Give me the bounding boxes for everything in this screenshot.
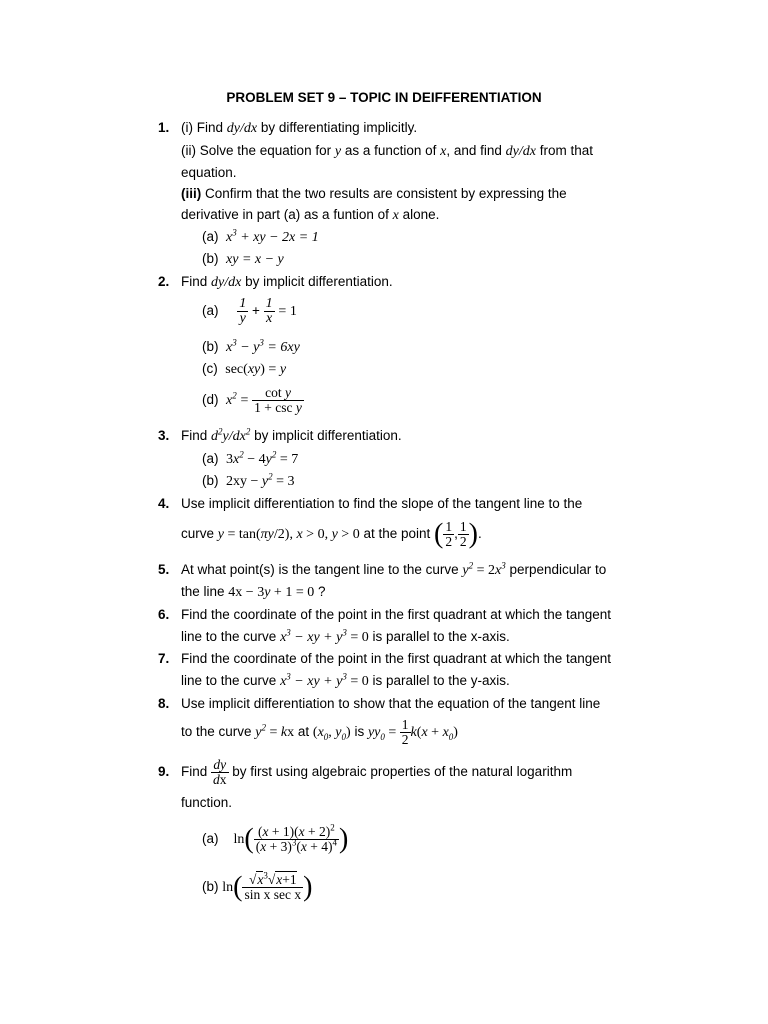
problem-5-number: 5. bbox=[158, 562, 170, 577]
problem-6-line2: line to the curve $x^3$ − xy + $y^3 = 0$ is parallel to the x-axis. bbox=[181, 627, 510, 645]
problem-4-number: 4. bbox=[158, 496, 170, 511]
problem-1-part-i: (i) Find dy/dx by differentiating implicitly. bbox=[181, 120, 418, 136]
problem-9-number: 9. bbox=[158, 764, 170, 779]
problem-6-line1: Find the coordinate of the point in the first quadrant at which the tangent bbox=[181, 607, 612, 622]
problem-3-text: Find $d^2y/dx^2$ by implicit differentiation. bbox=[181, 426, 402, 444]
problem-9a: (a) ln( $\frac{(x + 1)(x + 2)^2}{(x + 3)^3(x + 4)^4}$ ) bbox=[202, 822, 349, 855]
problem-9-text-cont: function. bbox=[181, 795, 233, 810]
problem-8-line1: Use implicit differentiation to show that the equation of the tangent line bbox=[181, 696, 601, 711]
problem-1-number: 1. bbox=[158, 120, 170, 135]
problem-1-part-iii-cont: derivative in part (a) as a funtion of x alone. bbox=[181, 207, 440, 223]
problem-1b: (b) xy = x − y bbox=[202, 251, 284, 267]
problem-3b: (b) $2xy - y^2 = 3$ bbox=[202, 471, 295, 489]
problem-2b: (b) $x^3 - y^3 = 6xy$ bbox=[202, 337, 300, 355]
problem-5-line2: the line 4x − 3y + 1 = 0 ? bbox=[181, 584, 326, 600]
problem-1-part-iii: (iii) Confirm that the two results are consistent by expressing the bbox=[181, 186, 567, 201]
problem-8-line2: to the curve $y^2$ = kx at ($x_0$, $y_0$) is $yy_0$ = $\frac{1}{2}$ $k(x + x_0)$ bbox=[181, 716, 458, 747]
problem-4-line2: curve y = tan(πy/2), x > 0, y > 0 at the point ( $\frac{1}{2}$ , $\frac{1}{2}$ ). bbox=[181, 518, 482, 550]
problem-9b: (b) ln( $\frac{√x^3√x+1}{\text{sin x sec x}}$ ) bbox=[202, 870, 313, 903]
problem-1-part-ii-cont: equation. bbox=[181, 165, 237, 180]
problem-2d: (d) $x^2$ = $\frac{\text{cot y}}{\text{1 + csc y}}$ bbox=[202, 384, 302, 415]
problem-2-text: Find dy/dx by implicit differentiation. bbox=[181, 274, 393, 290]
problem-8-number: 8. bbox=[158, 696, 170, 711]
page-title: PROBLEM SET 9 – TOPIC IN DEIFFERENTIATION bbox=[226, 90, 542, 105]
problem-4-line1: Use implicit differentiation to find the slope of the tangent line to the bbox=[181, 496, 583, 511]
problem-7-line1: Find the coordinate of the point in the first quadrant at which the tangent bbox=[181, 651, 612, 666]
problem-2c: (c) sec(xy) = y bbox=[202, 361, 287, 377]
problem-5-line1: At what point(s) is the tangent line to the curve $y^2 = 2x^3$ perpendicular to bbox=[181, 560, 607, 578]
problem-2a: (a) $\frac{1}{y}$ + $\frac{1}{x}$ = 1 bbox=[202, 295, 297, 326]
problem-3a: (a) $3x^2 - 4y^2 = 7$ bbox=[202, 449, 299, 467]
problem-1a: (a) $x^3$ + xy − 2x = 1 bbox=[202, 227, 319, 245]
problem-2-number: 2. bbox=[158, 274, 170, 289]
problem-6-number: 6. bbox=[158, 607, 170, 622]
problem-9-text: Find $\frac{dy}{dx}$ by first using algebraic properties of the natural logarithm bbox=[181, 756, 573, 787]
problem-1-part-ii: (ii) Solve the equation for y as a function of x, and find dy/dx from that bbox=[181, 143, 593, 159]
problem-7-number: 7. bbox=[158, 651, 170, 666]
problem-3-number: 3. bbox=[158, 428, 170, 443]
problem-7-line2: line to the curve $x^3$ − xy + $y^3 = 0$ is parallel to the y-axis. bbox=[181, 671, 510, 689]
